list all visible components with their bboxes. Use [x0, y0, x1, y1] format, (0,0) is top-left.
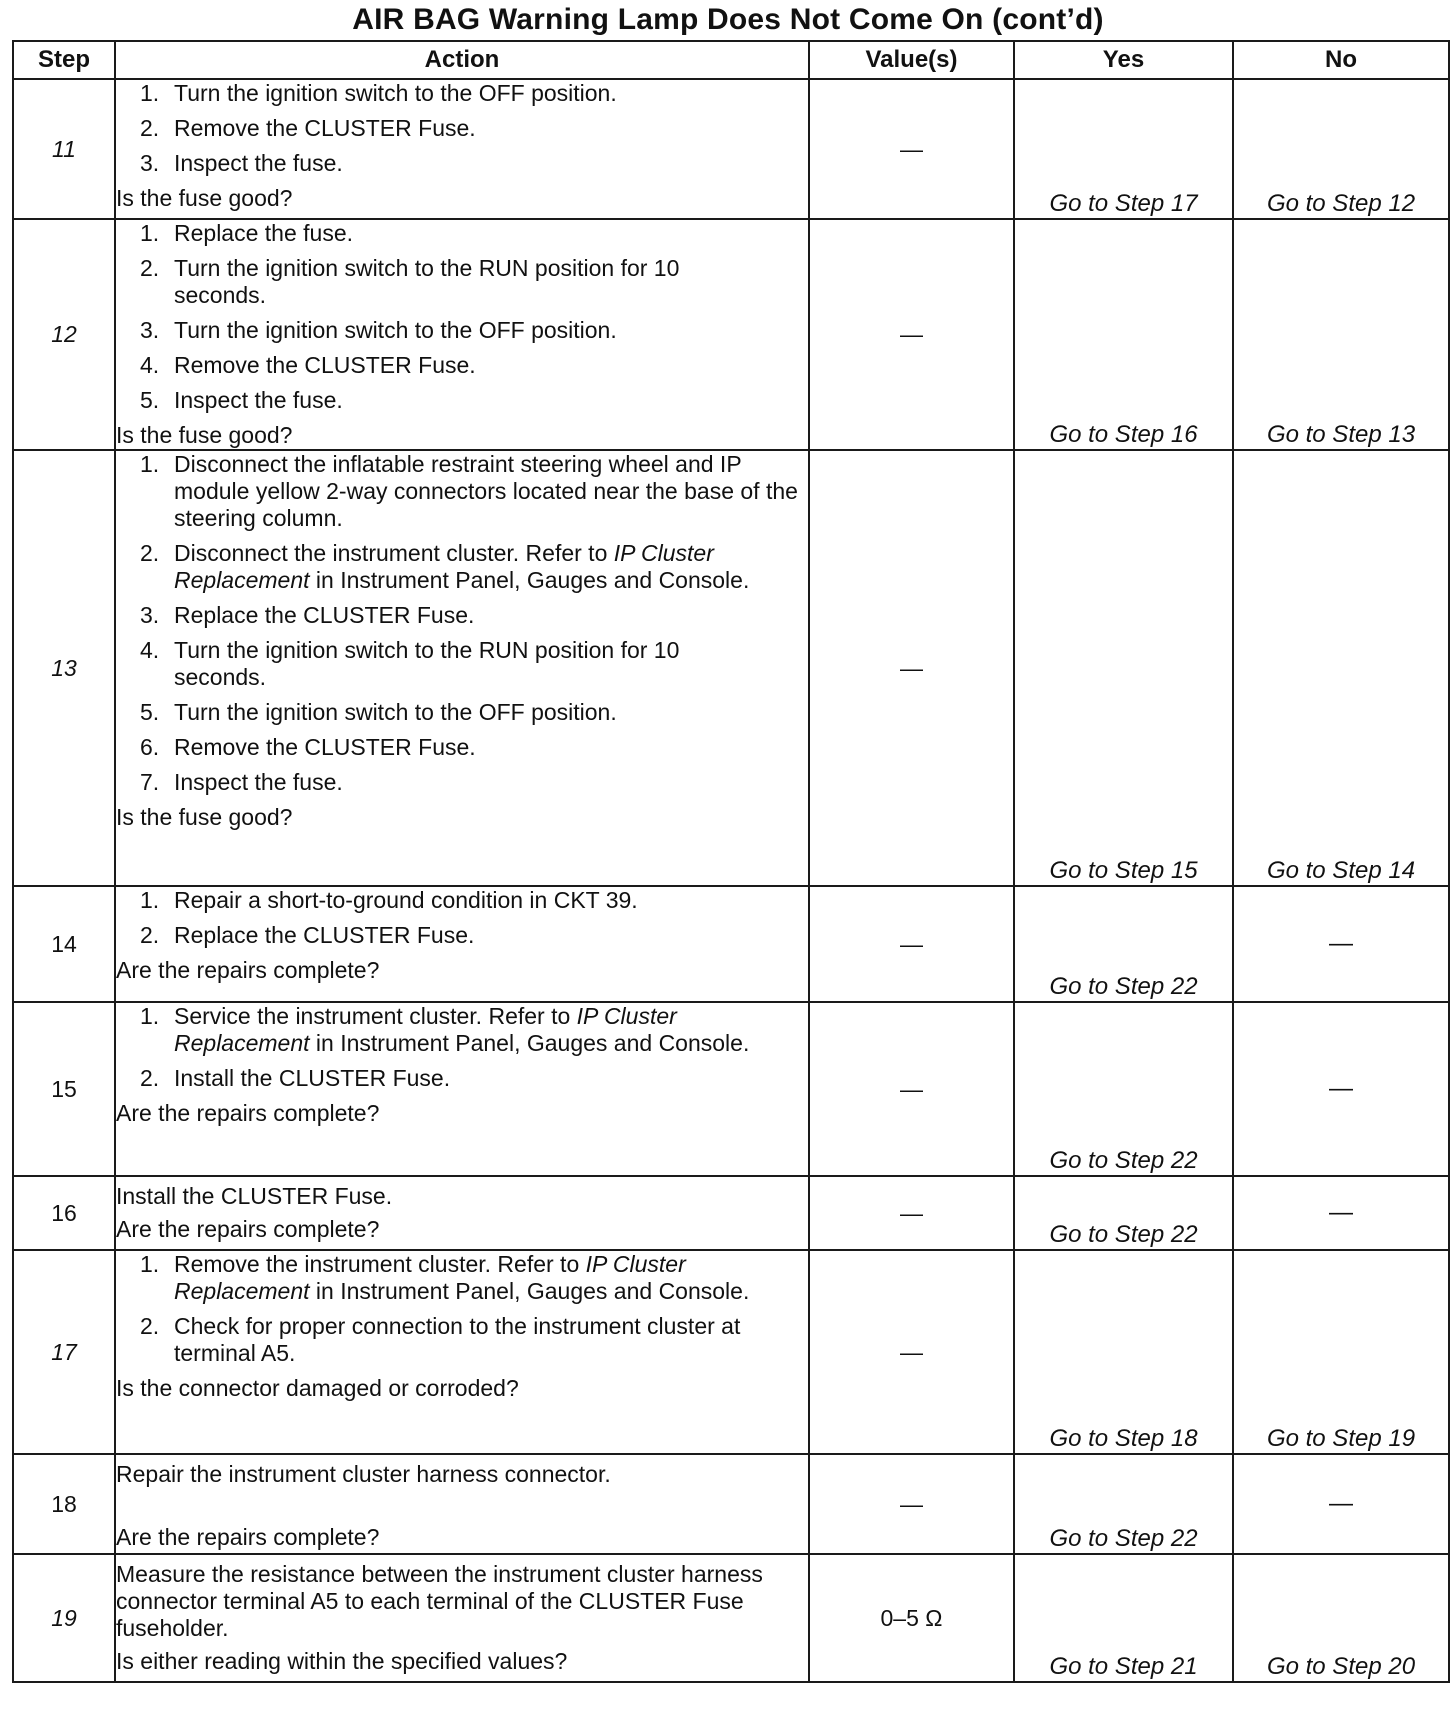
list-item: 3. Turn the ignition switch to the OFF position.: [140, 317, 617, 343]
action-cell: [115, 1176, 809, 1250]
no-link[interactable]: Go to Step 13: [1233, 219, 1449, 450]
header-yes: Yes: [1014, 41, 1233, 79]
list-item: 2. Disconnect the instrument cluster. Refer to IP Cluster Replacement in Instrument Panel, Gauges and Console.: [140, 540, 750, 593]
table-row-step-13: [13, 450, 1449, 886]
action-cell: [115, 219, 809, 450]
action-steps: [116, 1003, 808, 1092]
action-question: Is the fuse good?: [116, 804, 293, 830]
list-item: 1. Remove the instrument cluster. Refer to IP Cluster Replacement in Instrument Panel, Gauges and Console.: [140, 1251, 750, 1304]
action-cell: [115, 450, 809, 886]
action-question: Is either reading within the specified values?: [116, 1648, 568, 1674]
header-no: No: [1233, 41, 1449, 79]
no-cell: —: [1233, 1454, 1449, 1554]
table-row-step-17: [13, 1250, 1449, 1454]
value-cell: —: [809, 1454, 1014, 1554]
list-item: 5. Turn the ignition switch to the OFF position.: [140, 699, 617, 725]
no-link[interactable]: Go to Step 20: [1233, 1554, 1449, 1682]
list-item: 1. Turn the ignition switch to the OFF position.: [140, 80, 617, 106]
reference-link[interactable]: IP Cluster Replacement: [174, 1251, 686, 1304]
header-values: Value(s): [809, 41, 1014, 79]
yes-link[interactable]: Go to Step 17: [1014, 79, 1233, 219]
action-steps: [116, 451, 808, 796]
diagnostic-table: [12, 40, 1450, 1683]
table-row-step-16: [13, 1176, 1449, 1250]
table-row-step-14: [13, 886, 1449, 1002]
action-steps: [116, 1251, 808, 1367]
table-row-step-12: [13, 219, 1449, 450]
step-number: 12: [13, 219, 115, 450]
list-item: 6. Remove the CLUSTER Fuse.: [140, 734, 476, 760]
action-cell: [115, 79, 809, 219]
action-cell: [115, 1454, 809, 1554]
no-cell: —: [1233, 1002, 1449, 1176]
table-row-step-18: [13, 1454, 1449, 1554]
action-text: Measure the resistance between the instrument cluster harness connector terminal A5 to each terminal of the CLUSTER Fuse fuseholder.: [116, 1561, 763, 1641]
value-cell: —: [809, 1250, 1014, 1454]
yes-link[interactable]: Go to Step 21: [1014, 1554, 1233, 1682]
yes-link[interactable]: Go to Step 22: [1014, 886, 1233, 1002]
yes-link[interactable]: Go to Step 16: [1014, 219, 1233, 450]
action-steps: [116, 887, 808, 949]
action-steps: [116, 80, 808, 177]
yes-link[interactable]: Go to Step 22: [1014, 1454, 1233, 1554]
table-row-step-19: [13, 1554, 1449, 1682]
list-item: 4. Remove the CLUSTER Fuse.: [140, 352, 476, 378]
step-number: 15: [13, 1002, 115, 1176]
action-question: Are the repairs complete?: [116, 957, 380, 983]
step-number: 13: [13, 450, 115, 886]
step-number: 19: [13, 1554, 115, 1682]
header-row: [13, 41, 1449, 79]
value-cell: —: [809, 450, 1014, 886]
list-item: 2. Turn the ignition switch to the RUN position for 10 seconds.: [140, 255, 680, 308]
action-cell: [115, 1554, 809, 1682]
yes-link[interactable]: Go to Step 18: [1014, 1250, 1233, 1454]
list-item: 1. Disconnect the inflatable restraint steering wheel and IP module yellow 2-way connectors located near the base of the steering column.: [140, 451, 798, 531]
action-question: Is the fuse good?: [116, 422, 293, 448]
action-steps: [116, 220, 808, 414]
step-number: 16: [13, 1176, 115, 1250]
list-item: 1. Service the instrument cluster. Refer to IP Cluster Replacement in Instrument Panel, Gauges and Console.: [140, 1003, 750, 1056]
no-cell: —: [1233, 1176, 1449, 1250]
list-item: 7. Inspect the fuse.: [140, 769, 343, 795]
no-cell: —: [1233, 886, 1449, 1002]
list-item: 1. Repair a short-to-ground condition in CKT 39.: [140, 887, 638, 913]
action-cell: [115, 886, 809, 1002]
action-question: Are the repairs complete?: [116, 1100, 380, 1126]
value-cell: —: [809, 219, 1014, 450]
reference-link[interactable]: IP Cluster Replacement: [174, 540, 714, 593]
list-item: 2. Remove the CLUSTER Fuse.: [140, 115, 476, 141]
table-row-step-11: [13, 79, 1449, 219]
reference-link[interactable]: IP Cluster Replacement: [174, 1003, 677, 1056]
list-item: 4. Turn the ignition switch to the RUN position for 10 seconds.: [140, 637, 680, 690]
action-question: Is the connector damaged or corroded?: [116, 1375, 519, 1401]
no-link[interactable]: Go to Step 19: [1233, 1250, 1449, 1454]
action-question: Are the repairs complete?: [116, 1216, 380, 1242]
action-text: Install the CLUSTER Fuse.: [116, 1183, 393, 1209]
value-cell: 0–5 Ω: [809, 1554, 1014, 1682]
step-number: 14: [13, 886, 115, 1002]
no-link[interactable]: Go to Step 14: [1233, 450, 1449, 886]
list-item: 2. Install the CLUSTER Fuse.: [140, 1065, 451, 1091]
no-link[interactable]: Go to Step 12: [1233, 79, 1449, 219]
list-item: 5. Inspect the fuse.: [140, 387, 343, 413]
list-item: 3. Replace the CLUSTER Fuse.: [140, 602, 475, 628]
step-number: 17: [13, 1250, 115, 1454]
list-item: 1. Replace the fuse.: [140, 220, 354, 246]
yes-link[interactable]: Go to Step 15: [1014, 450, 1233, 886]
yes-link[interactable]: Go to Step 22: [1014, 1176, 1233, 1250]
step-number: 11: [13, 79, 115, 219]
action-cell: [115, 1250, 809, 1454]
page-title: AIR BAG Warning Lamp Does Not Come On (cont’d): [352, 3, 1104, 36]
header-step: Step: [13, 41, 115, 79]
value-cell: —: [809, 79, 1014, 219]
value-cell: —: [809, 1176, 1014, 1250]
action-question: Are the repairs complete?: [116, 1524, 380, 1550]
yes-link[interactable]: Go to Step 22: [1014, 1002, 1233, 1176]
value-cell: —: [809, 1002, 1014, 1176]
list-item: 3. Inspect the fuse.: [140, 150, 343, 176]
list-item: 2. Replace the CLUSTER Fuse.: [140, 922, 475, 948]
value-cell: —: [809, 886, 1014, 1002]
step-number: 18: [13, 1454, 115, 1554]
action-text: Repair the instrument cluster harness connector.: [116, 1461, 611, 1487]
action-question: Is the fuse good?: [116, 185, 293, 211]
header-action: Action: [115, 41, 809, 79]
list-item: 2. Check for proper connection to the instrument cluster at terminal A5.: [140, 1313, 741, 1366]
action-cell: [115, 1002, 809, 1176]
table-row-step-15: [13, 1002, 1449, 1176]
